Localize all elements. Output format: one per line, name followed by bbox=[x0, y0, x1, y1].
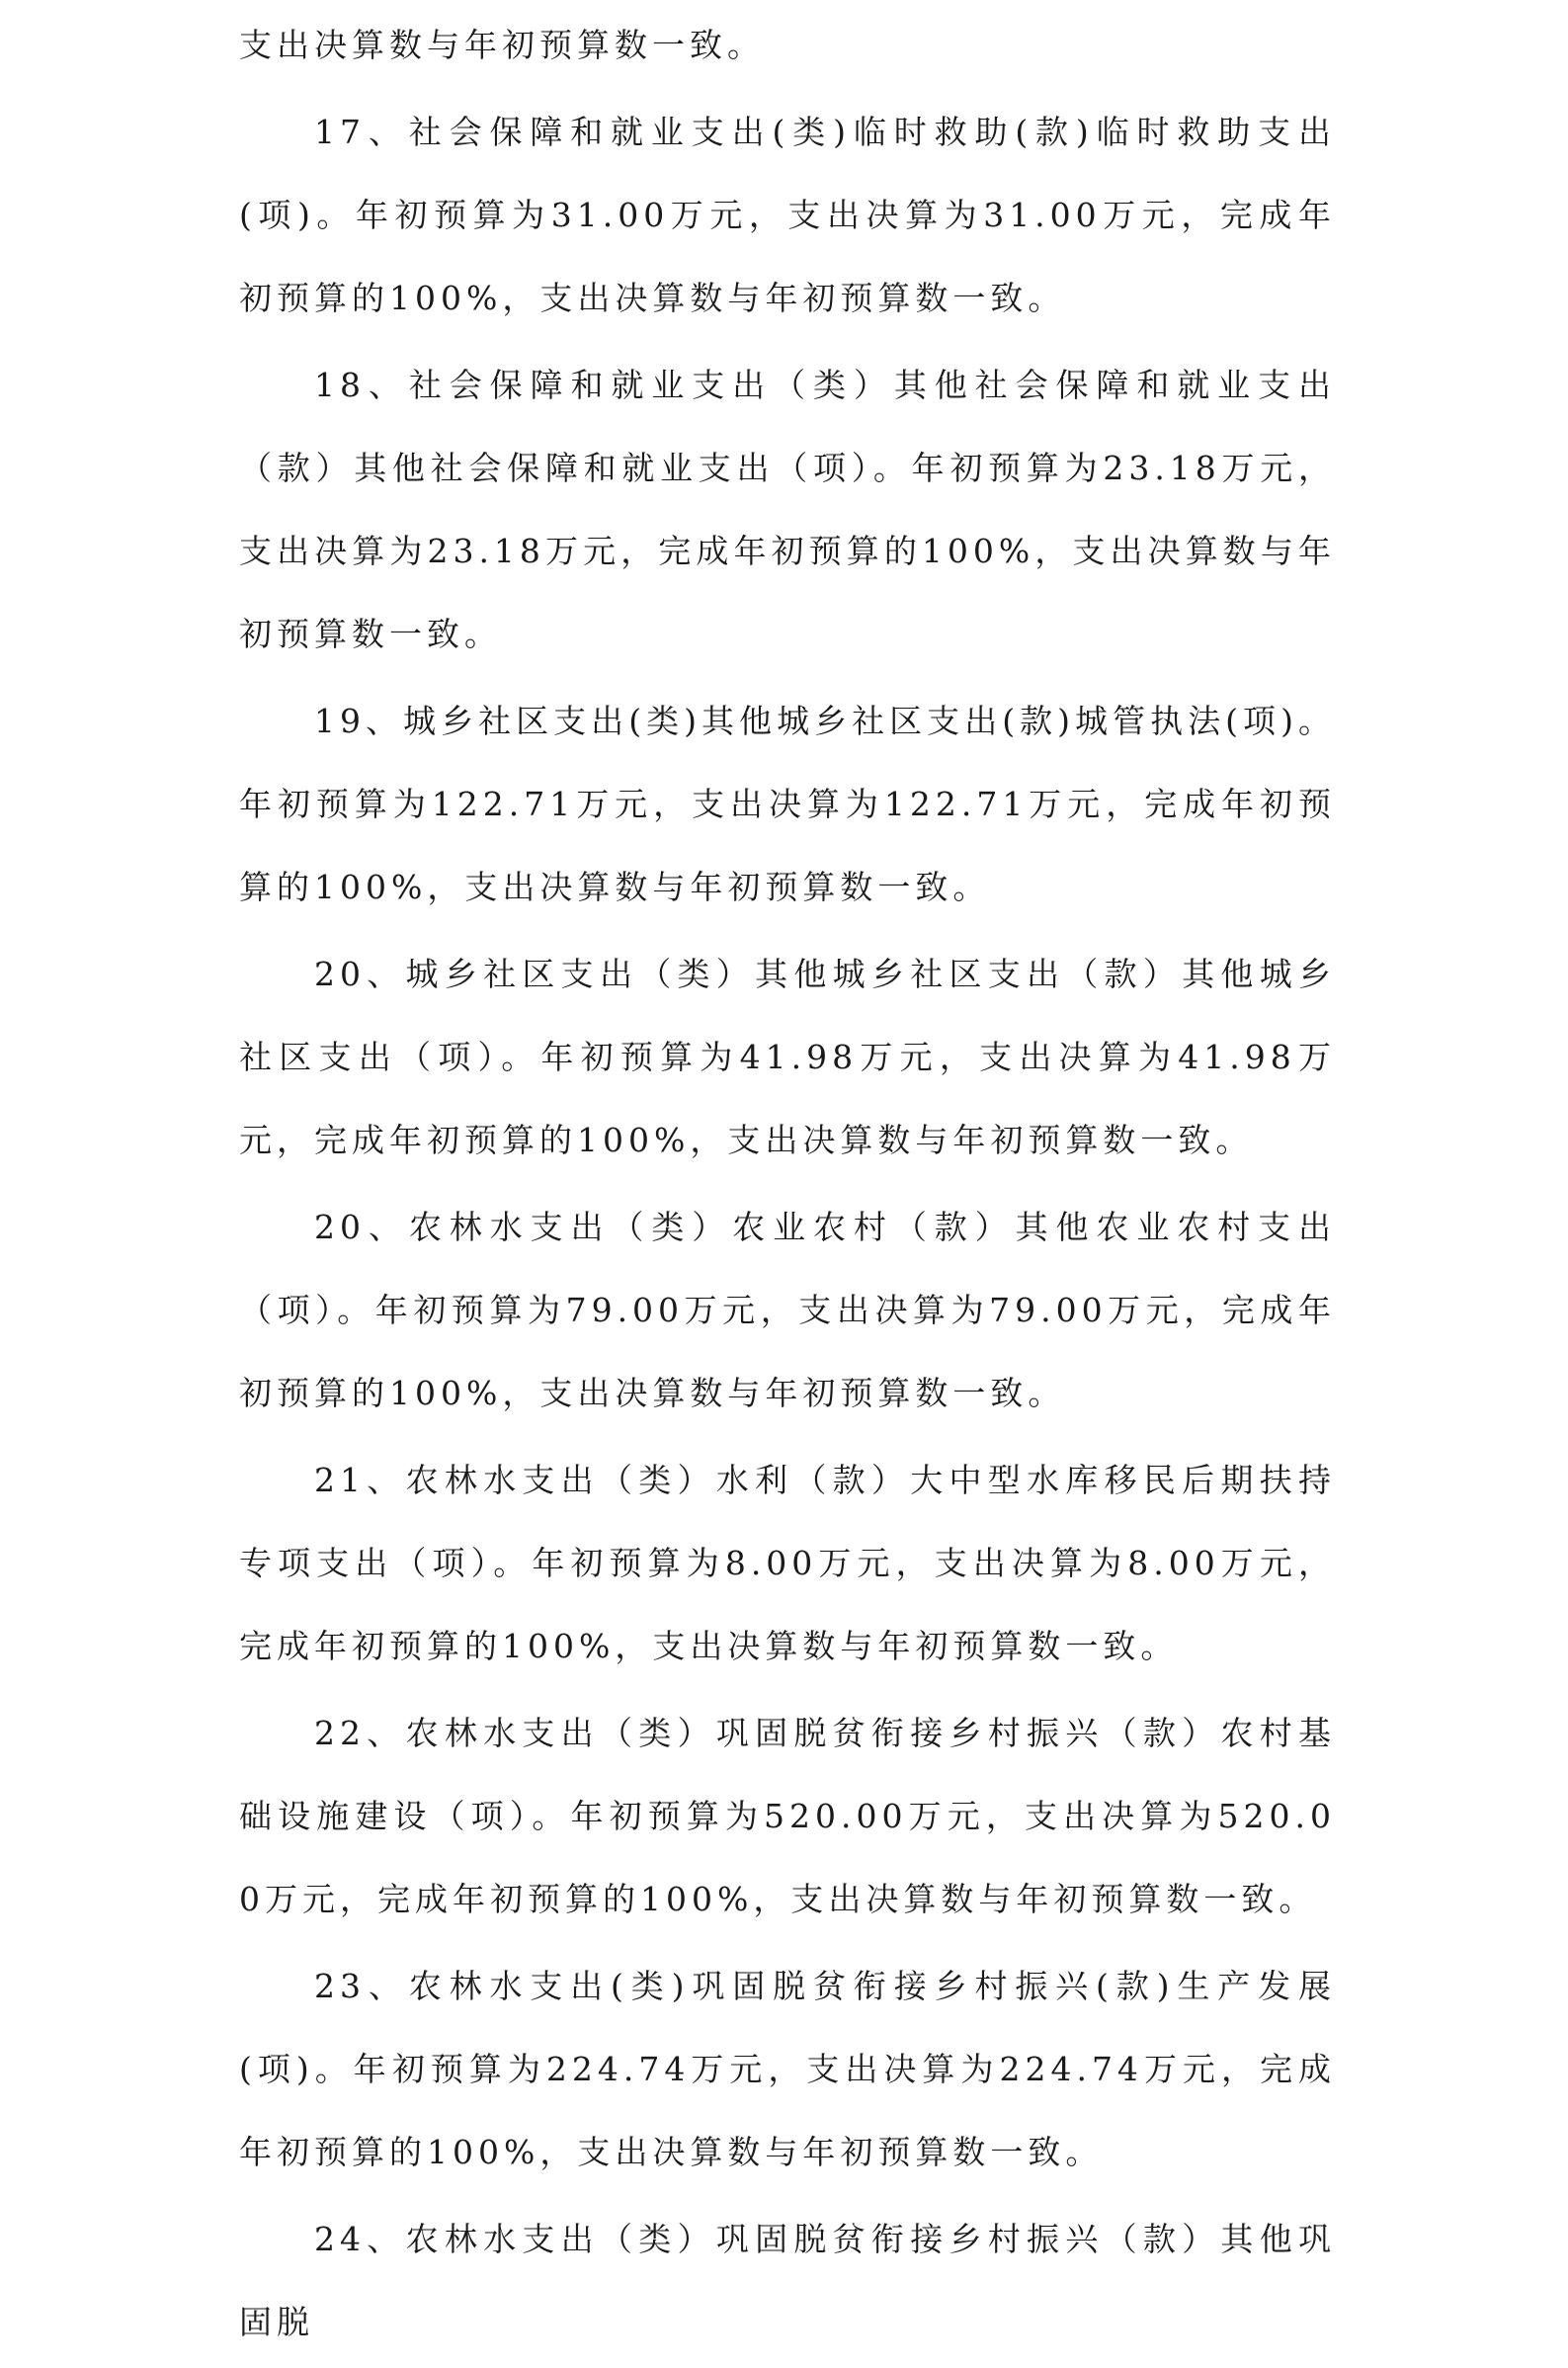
paragraph-item-17: 17、社会保障和就业支出(类)临时救助(款)临时救助支出(项)。年初预算为31.00万元，支出决算为31.00万元，完成年初预算的100%，支出决算数与年初预算数一致。 bbox=[239, 113, 1336, 317]
paragraph-item-21: 21、农林水支出（类）水利（款）大中型水库移民后期扶持专项支出（项）。年初预算为8.00万元，支出决算为8.00万元，完成年初预算的100%，支出决算数与年初预算数一致。 bbox=[239, 1461, 1336, 1665]
paragraph-item-22: 22、农林水支出（类）巩固脱贫衔接乡村振兴（款）农村基础设施建设（项）。年初预算为520.00万元，支出决算为520.00万元，完成年初预算的100%，支出决算数与年初预算数一致。 bbox=[239, 1714, 1336, 1918]
paragraph-item-20a: 20、城乡社区支出（类）其他城乡社区支出（款）其他城乡社区支出（项）。年初预算为41.98万元，支出决算为41.98万元，完成年初预算的100%，支出决算数与年初预算数一致。 bbox=[239, 955, 1336, 1159]
paragraph-item-18: 18、社会保障和就业支出（类）其他社会保障和就业支出（款）其他社会保障和就业支出（项）。年初预算为23.18万元，支出决算为23.18万元，完成年初预算的100%，支出决算数与年初预算数一致。 bbox=[239, 366, 1336, 653]
paragraph-item-23: 23、农林水支出(类)巩固脱贫衔接乡村振兴(款)生产发展(项)。年初预算为224.74万元，支出决算为224.74万元，完成年初预算的100%，支出决算数与年初预算数一致。 bbox=[239, 1967, 1336, 2171]
paragraph-item-19: 19、城乡社区支出(类)其他城乡社区支出(款)城管执法(项)。年初预算为122.71万元，支出决算为122.71万元，完成年初预算的100%，支出决算数与年初预算数一致。 bbox=[239, 702, 1336, 906]
paragraph-item-24: 24、农林水支出（类）巩固脱贫衔接乡村振兴（款）其他巩固脱 bbox=[239, 2220, 1336, 2341]
document-body bbox=[239, 0, 1336, 2368]
paragraph-continuation: 支出决算数与年初预算数一致。 bbox=[239, 26, 765, 64]
paragraph-item-20b: 20、农林水支出（类）农业农村（款）其他农业农村支出（项）。年初预算为79.00万元，支出决算为79.00万元，完成年初预算的100%，支出决算数与年初预算数一致。 bbox=[239, 1208, 1336, 1412]
